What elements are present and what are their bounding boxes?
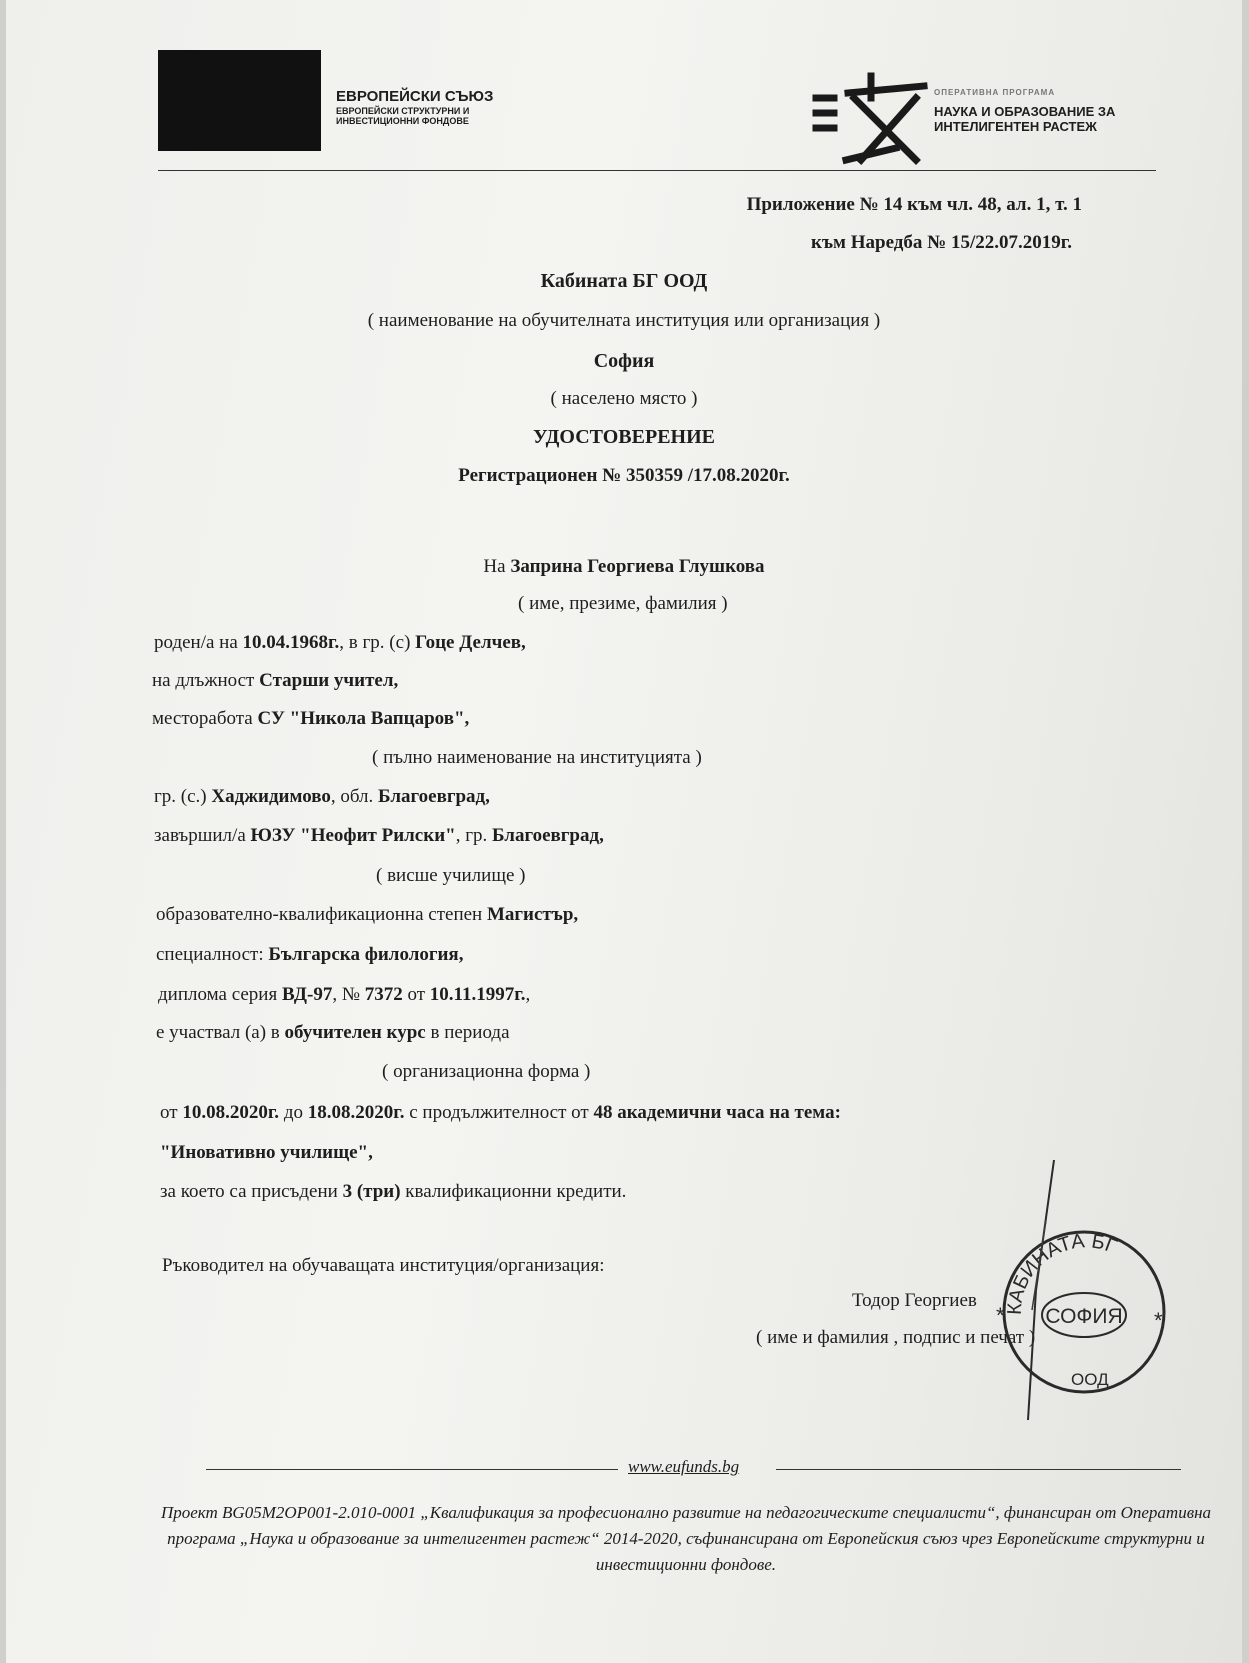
annex-line-1: Приложение № 14 към чл. 48, ал. 1, т. 1 [746,194,1082,215]
project-footer-text: Проект BG05M2OP001-2.010-0001 „Квалификация за професионално развитие на педагогическите специалисти“, финансиран от Оперативна програма „Наука и образование за интелигентен растеж“ 2014-2020, съфинансирана от Европейския съюз чрез Европейските структурни и инвестиционни фондове. [160,1503,1212,1574]
annex-line-2: към Наредба № 15/22.07.2019г. [811,232,1072,253]
university-hint: ( висше училище ) [376,865,526,886]
speciality-line: специалност: Българска филология, [156,944,464,965]
person-name-hint: ( име, презиме, фамилия ) [518,593,728,614]
handwritten-signature [1006,1160,1086,1420]
op-title: НАУКА И ОБРАЗОВАНИЕ ЗА ИНТЕЛИГЕНТЕН РАСТЕЖ [934,104,1116,134]
op-science-logo [806,68,946,168]
head-name: Тодор Георгиев [852,1290,977,1311]
seal-bottom-text: ООД [1071,1370,1109,1389]
course-period-line: от 10.08.2020г. до 18.08.2020г. с продължителност от 48 академични часа на тема: [160,1102,841,1123]
institution-city: София [593,350,655,372]
person-name-line: На Заприна Георгиева Глушкова [483,556,765,577]
seal-top-text: КАБИНАТА БГ [1003,1230,1120,1316]
document-page [6,0,1242,1663]
footer-divider-left [206,1469,618,1470]
seal-star-right: * [1154,1308,1163,1333]
signature-hint: ( име и фамилия , подпис и печат ) [756,1327,1036,1348]
op-small-caption: ОПЕРАТИВНА ПРОГРАМА [934,88,1056,97]
workplace-line: месторабота СУ "Никола Вапцаров", [152,708,470,729]
participation-line: е участвал (а) в обучителен курс в периода [156,1022,510,1043]
course-form-hint: ( организационна форма ) [382,1061,591,1082]
birth-line: роден/а на 10.04.1968г., в гр. (с) Гоце Делчев, [154,632,526,653]
footer-divider-right [776,1469,1181,1470]
eu-flag-logo [158,50,321,151]
institution-hint: ( наименование на обучителната институция или организация ) [367,310,881,331]
eu-subtitle: ЕВРОПЕЙСКИ СТРУКТУРНИ И ИНВЕСТИЦИОННИ ФОНДОВЕ [336,106,470,126]
diploma-line: диплома серия ВД-97, № 7372 от 10.11.1997г., [158,984,531,1005]
town-line: гр. (с.) Хаджидимово, обл. Благоевград, [154,786,490,807]
seal-center-text: СОФИЯ [1045,1305,1123,1328]
city-hint: ( населено място ) [550,388,698,409]
course-topic: "Иновативно училище", [160,1142,373,1163]
workplace-hint: ( пълно наименование на институцията ) [372,747,702,768]
eufunds-link[interactable]: www.eufunds.bg [628,1457,740,1476]
degree-line: образователно-квалификационна степен Магистър, [156,904,579,925]
header-divider [158,170,1156,171]
head-label: Ръководител на обучаващата институция/организация: [162,1255,605,1276]
credits-line: за което са присъдени 3 (три) квалификационни кредити. [160,1181,627,1202]
person-name: Заприна Георгиева Глушкова [510,556,765,577]
eu-title: ЕВРОПЕЙСКИ СЪЮЗ [336,88,494,105]
institution-name: Кабината БГ ООД [540,270,708,292]
certificate-title: УДОСТОВЕРЕНИЕ [533,426,715,448]
registration-number: Регистрационен № 350359 /17.08.2020г. [458,465,790,486]
position-line: на длъжност Старши учител, [152,670,399,691]
seal-star-left: * [996,1303,1005,1328]
graduated-line: завършил/а ЮЗУ "Неофит Рилски", гр. Благоевград, [154,825,604,846]
